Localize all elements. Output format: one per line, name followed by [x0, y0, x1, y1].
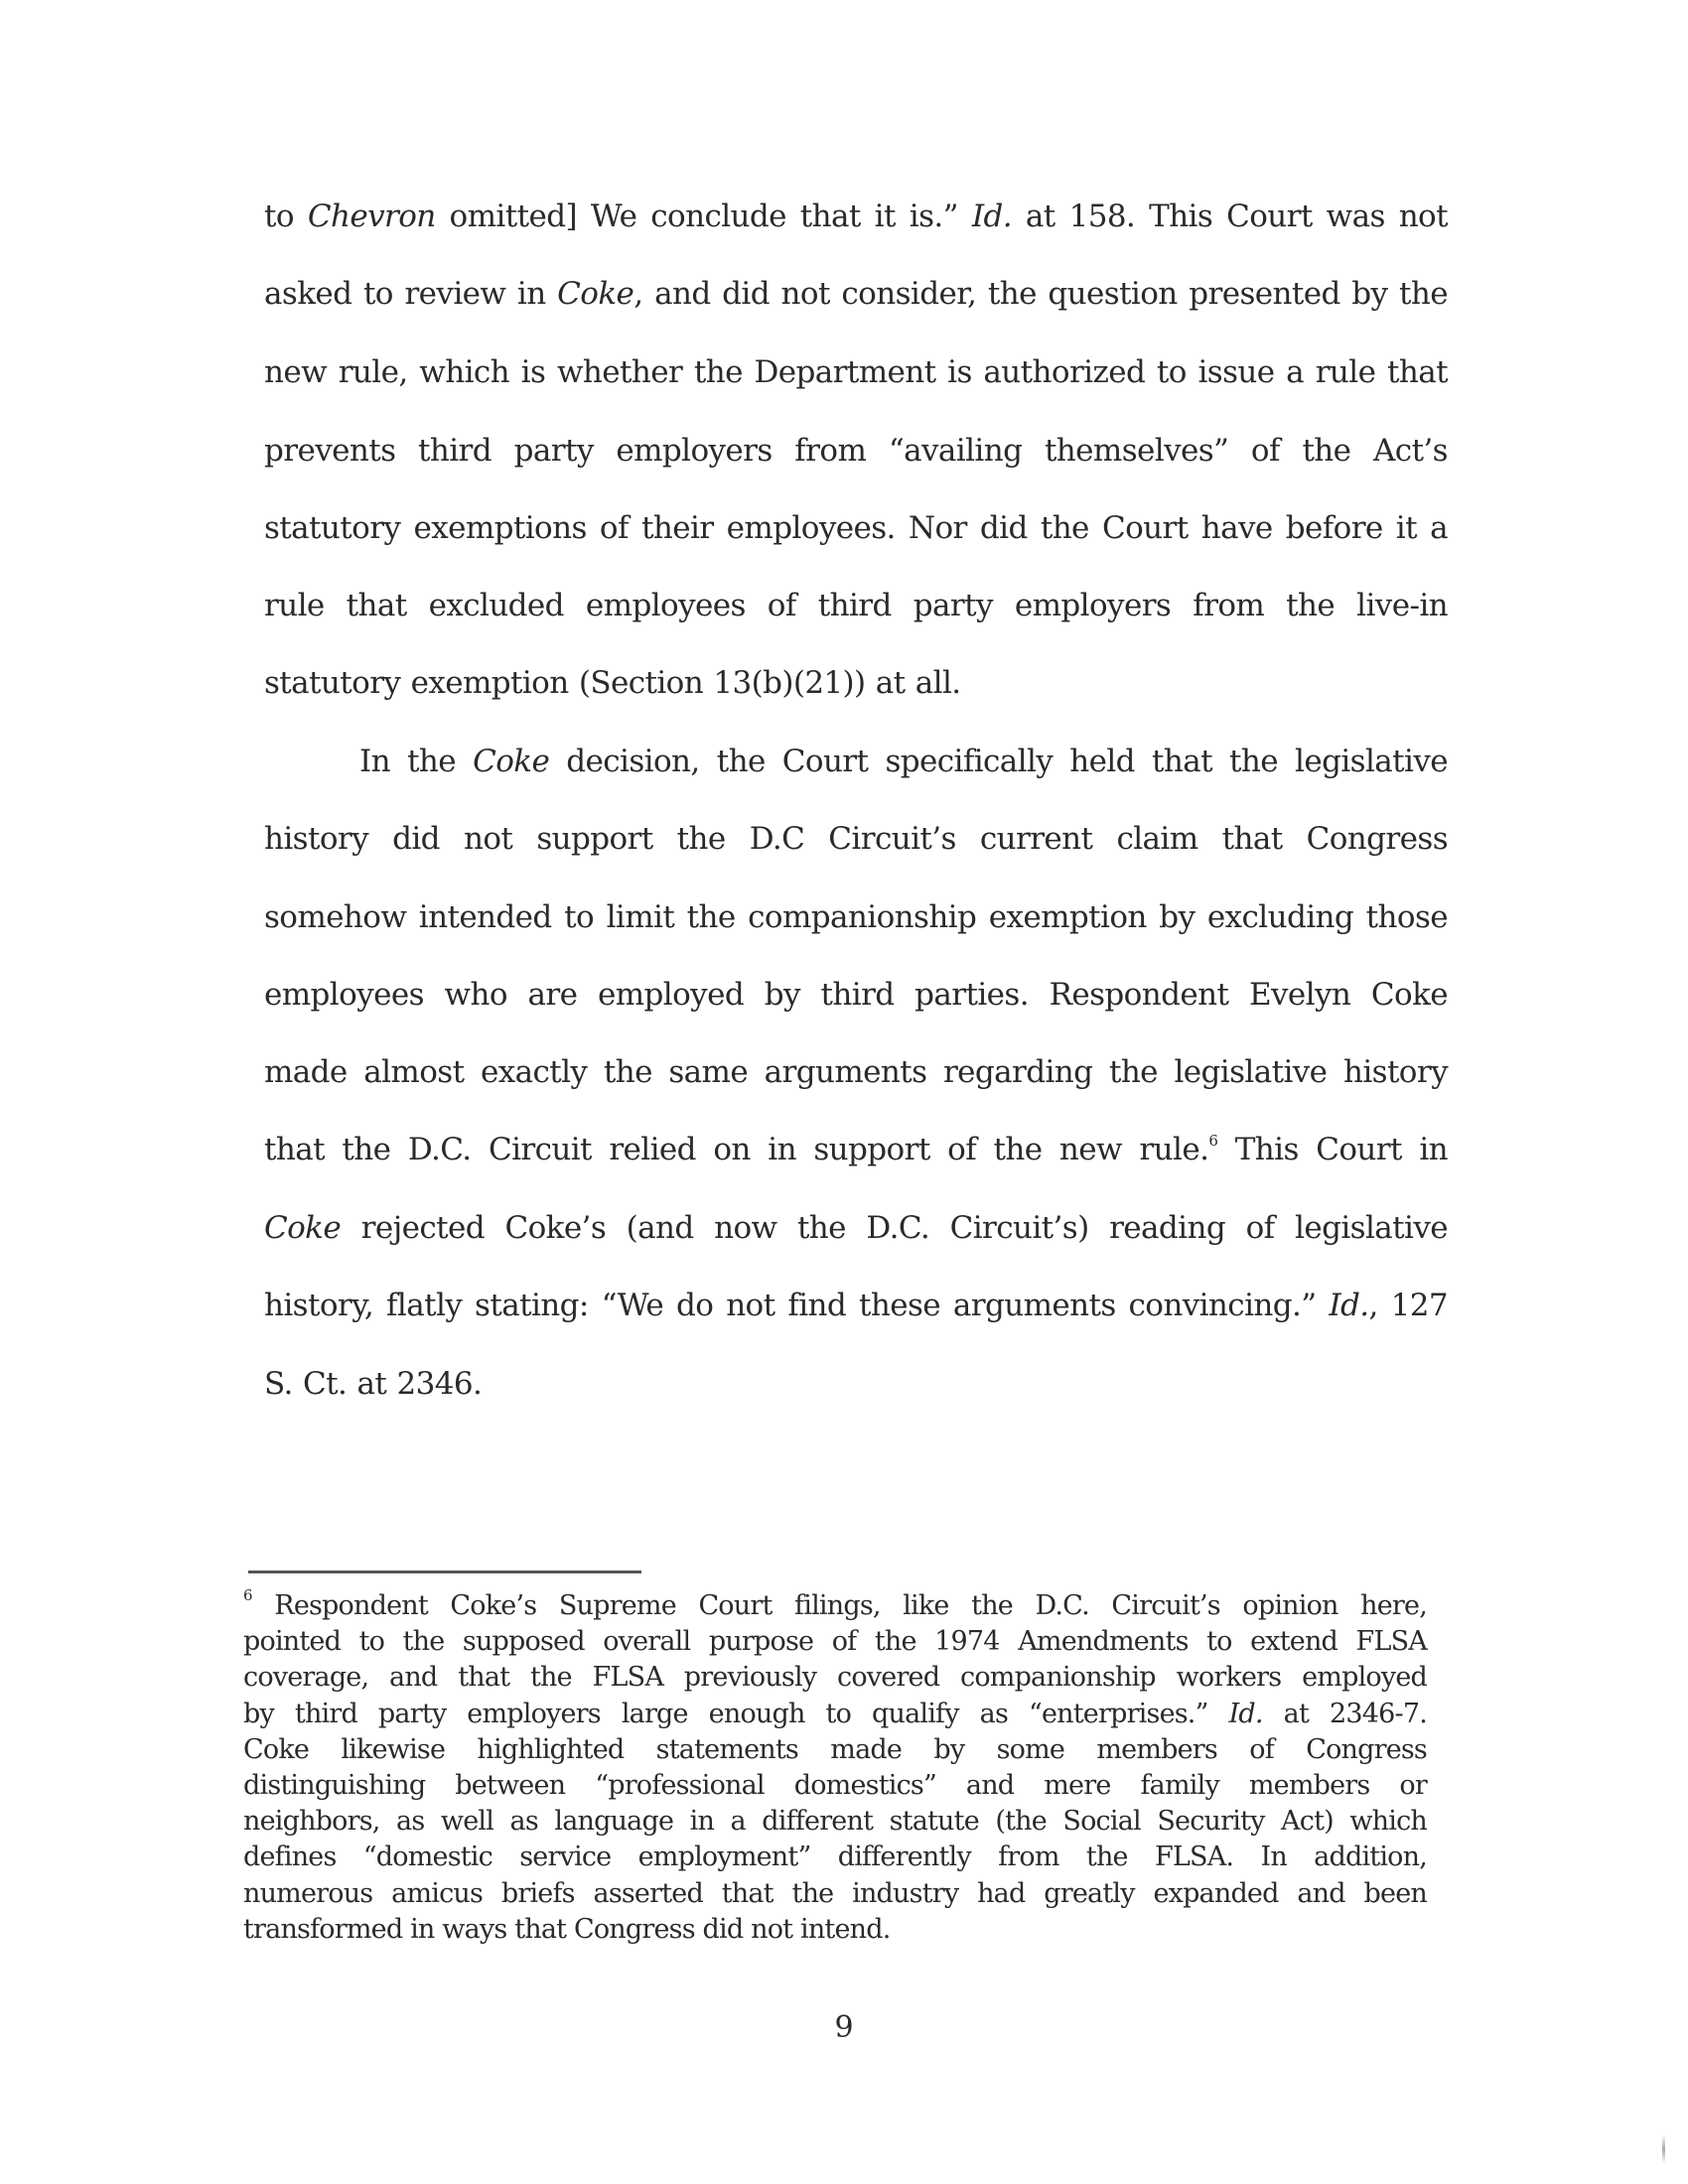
footnote-line: neighbors, as well as language in a different statute (the Social Security Act) which [243, 1806, 1427, 1838]
italic-citation: Coke [264, 1210, 342, 1246]
text-line: history, flatly stating: “We do not find these arguments convincing.” Id., 127 [264, 1288, 1448, 1323]
italic-citation: Id. [1228, 1698, 1263, 1729]
footnote-line: distinguishing between “professional domestics” and mere family members or [243, 1770, 1427, 1801]
text-line: made almost exactly the same arguments regarding the legislative history [264, 1054, 1448, 1090]
text-line: statutory exemptions of their employees. Nor did the Court have before it a [264, 510, 1448, 546]
footnote-line: pointed to the supposed overall purpose of the 1974 Amendments to extend FLSA [243, 1626, 1427, 1658]
page-number: 9 [834, 2010, 854, 2045]
footnote-line: transformed in ways that Congress did not intend. [243, 1913, 891, 1945]
text-line: In the Coke decision, the Court specifically held that the legislative [359, 744, 1448, 779]
text-line: to Chevron omitted] We conclude that it is.” Id. at 158. This Court was not [264, 199, 1448, 234]
text-line: history did not support the D.C Circuit’s current claim that Congress [264, 821, 1448, 857]
text-line: somehow intended to limit the companionship exemption by excluding those [264, 899, 1448, 935]
scan-artifact [1662, 2134, 1665, 2164]
text-line: prevents third party employers from “availing themselves” of the Act’s [264, 433, 1448, 469]
text-line: employees who are employed by third parties. Respondent Evelyn Coke [264, 977, 1448, 1013]
italic-citation: Id. [971, 199, 1012, 234]
text-line: statutory exemption (Section 13(b)(21)) at all. [264, 665, 961, 701]
text-line: rule that excluded employees of third party employers from the live-in [264, 588, 1448, 623]
italic-citation: Coke [557, 276, 634, 312]
footnote-separator [248, 1570, 641, 1573]
footnote-line: by third party employers large enough to qualify as “enterprises.” Id. at 2346-7. [243, 1698, 1427, 1729]
text-line: asked to review in Coke, and did not consider, the question presented by the [264, 276, 1449, 312]
footnote-line: coverage, and that the FLSA previously covered companionship workers employed [243, 1662, 1427, 1694]
text-line: S. Ct. at 2346. [264, 1366, 483, 1402]
footnote-line: numerous amicus briefs asserted that the industry had greatly expanded and been [243, 1877, 1427, 1909]
footnote-line: defines “domestic service employment” differently from the FLSA. In addition, [243, 1842, 1427, 1873]
text-line: that the D.C. Circuit relied on in support of the new rule.$^6$ This Court in [264, 1132, 1448, 1167]
footnote-line: $^6$ Respondent Coke’s Supreme Court filings, like the D.C. Circuit’s opinion here, [243, 1586, 1427, 1621]
footnote-reference: 6 [1208, 1132, 1218, 1150]
footnote-reference: 6 [243, 1586, 252, 1604]
italic-citation: Id. [1329, 1288, 1369, 1323]
footnote-line: Coke likewise highlighted statements made by some members of Congress [243, 1733, 1427, 1765]
italic-citation: Chevron [307, 199, 436, 234]
italic-citation: Coke [473, 744, 550, 779]
text-line: Coke rejected Coke’s (and now the D.C. Circuit’s) reading of legislative [264, 1210, 1448, 1246]
text-line: new rule, which is whether the Department is authorized to issue a rule that [264, 354, 1448, 390]
